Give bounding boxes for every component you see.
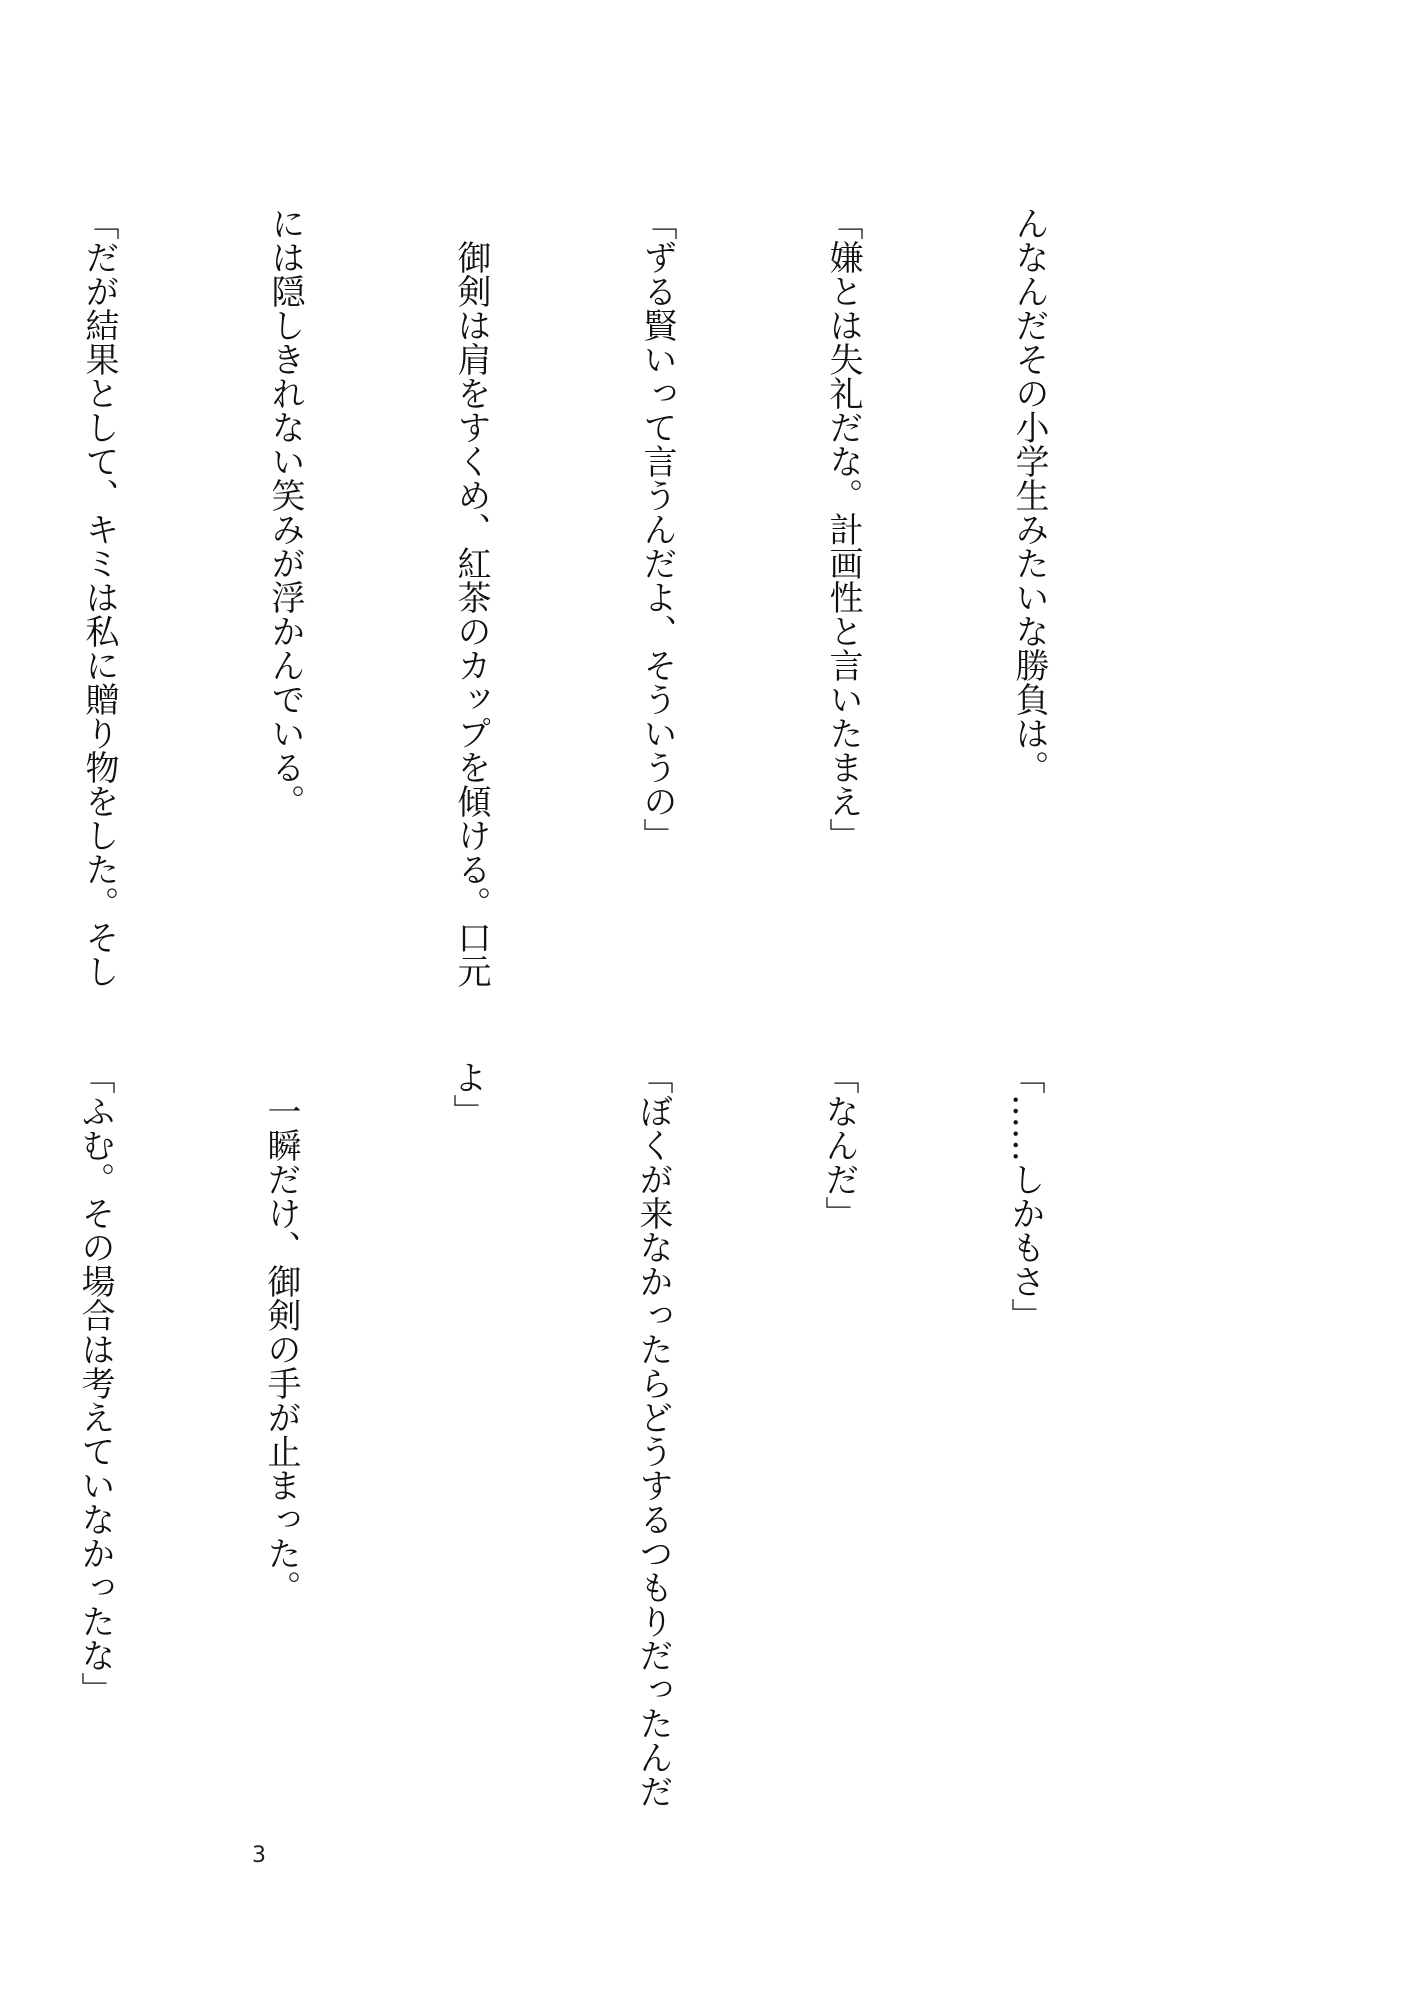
text-line: 「なんだ」 (819, 1060, 859, 1230)
upper-text-block (0, 206, 1184, 1026)
lower-text-block (0, 1060, 1180, 1890)
text-line: 「ふむ。その場合は考えていなかったな」 (75, 1060, 115, 1706)
text-line: 「嫌とは失礼だな。計画性と言いたまえ」 (823, 206, 863, 852)
text-line: んなんだその小学生みたいな勝負は。 (1009, 206, 1049, 784)
text-line: 一瞬だけ、御剣の手が止まった。 (261, 1060, 301, 1604)
text-line: 「ぼくが来なかったらどうするつもりだったんだ (633, 1060, 673, 1808)
text-line: 「ずる賢いって言うんだよ、そういうの」 (637, 206, 677, 852)
page-number: 3 (252, 1843, 266, 1868)
text-line: 「……しかもさ」 (1005, 1060, 1045, 1332)
text-line: よ」 (447, 1060, 487, 1128)
text-line: 御剣は肩をすくめ、紅茶のカップを傾ける。口元 (451, 206, 491, 988)
text-line: 「だが結果として、キミは私に贈り物をした。そし (79, 206, 119, 988)
text-line: には隠しきれない笑みが浮かんでいる。 (265, 206, 305, 818)
